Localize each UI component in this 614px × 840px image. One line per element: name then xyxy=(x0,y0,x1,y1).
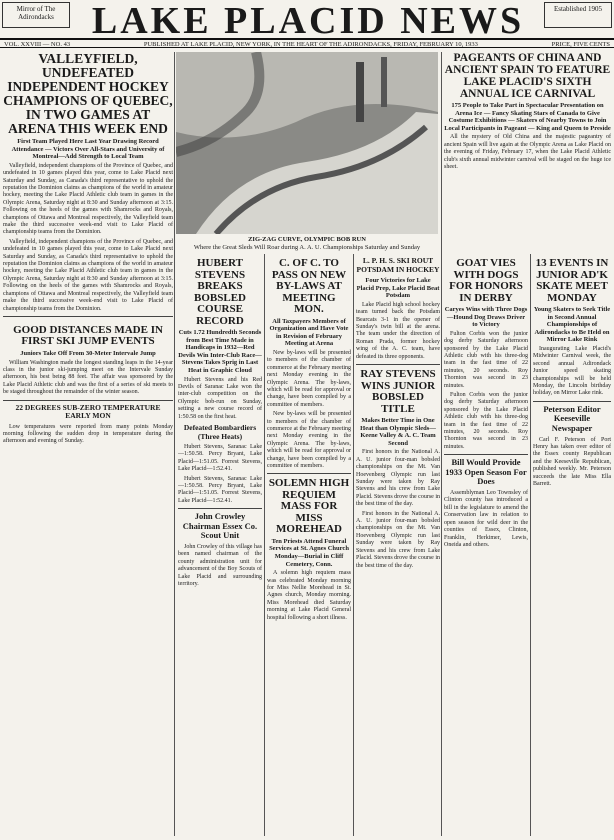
headline-peterson: Peterson Editor Keeseville Newspaper xyxy=(543,403,601,433)
column-rule xyxy=(353,254,354,836)
deck-ski-jump: Juniors Take Off From 30-Meter Intervale Jump xyxy=(20,349,156,357)
headline-goat-derby: GOAT VIES WITH DOGS FOR HONORS IN DERBY xyxy=(449,257,523,304)
article-ski-jump-body: William Washington made the longest standing leaps in the 14-year class in the junior ski-jumping meet on the Intervale Sunday afternoon, his best being 88 feet. The affair was sponsored by the Lake Placid Athletic club and was the first of a series of ski meets to be staged throughout the remainder of the winter season. xyxy=(3,359,173,396)
deck-valleyfield: First Team Played Here Last Year Drawing Record Attendance — Victors Over All-Stars and University of Montreal—Add Strength to Local Team xyxy=(11,138,165,161)
headline-skate-meet: 13 EVENTS IN JUNIOR AD'K SKATE MEET MONDAY xyxy=(535,257,609,304)
article-stevens-record-body: Hubert Stevens and his Red Devils of Saranac Lake won the inter-club competition on the Olympic bob-run on Sunday, setting a new course record of 1:50.58 on the first heat. xyxy=(178,376,262,420)
masthead xyxy=(0,0,614,48)
headline-valleyfield-hockey: VALLEYFIELD, UNDEFEATED INDEPENDENT HOCKEY CHAMPIONS OF QUEBEC, IN TWO GAMES AT ARENA THIS WEEK END xyxy=(3,52,173,136)
column-rule xyxy=(264,254,265,836)
column-carnival xyxy=(444,52,611,252)
masthead-right-box: Established 1905 xyxy=(544,2,612,28)
article-skate-meet-body: Inaugurating Lake Placid's Midwinter Carnival week, the second annual Adirondack Junior speed skating championships will be held Monday, the Lincoln birthday holiday, on Mirror Lake rink. xyxy=(533,345,611,397)
divider xyxy=(3,316,173,317)
headline-chamber-bylaws: C. OF C. TO PASS ON NEW BY-LAWS AT MEETING MON. xyxy=(271,257,347,315)
deck-lphs: Four Victories for Lake Placid Prep, Lake Placid Beat Potsdam xyxy=(356,277,440,300)
headline-temperature: 22 DEGREES SUB-ZERO TEMPERATURE EARLY MON xyxy=(15,402,161,421)
column-lphs xyxy=(356,254,440,836)
volume-number: VOL. XXVIII — NO. 43 xyxy=(4,41,71,48)
deck-chamber-bylaws: All Taxpayers Members of Organization and Have Vote in Revision of February Meeting at Arena xyxy=(269,317,349,348)
photo-caption xyxy=(176,236,438,251)
article-lphs-body: Lake Placid high school hockey team turned back the Potsdam Bearcats 3-1 in the opener of Sunday's twin bill at the arena. The team under the direction of Roman Prada, former hockey wing of the A. C. team, have defeated its three opponents. xyxy=(356,301,440,360)
masthead-title: LAKE PLACID NEWS xyxy=(91,0,525,42)
divider xyxy=(533,401,611,402)
divider xyxy=(444,454,528,455)
article-open-season-body: Assemblyman Leo Townsley of Clinton county has introduced a bill in the legislature to amend the Conservation law in relation to open season for wild deer in the counties of Essex, Clinton, Franklin, Herkimer, Lewis, Oneida and others. xyxy=(444,490,528,548)
article-chamber-body-cont: New by-laws will be presented to members of the chamber of commerce at the February meeting next Monday evening in the Olympic Arena. The by-laws, which will be read for approval or change, have been compiled by a committee of members. xyxy=(267,411,351,469)
dateline: PUBLISHED AT LAKE PLACID, NEW YORK, IN THE HEART OF THE ADIRONDACKS, FRIDAY, FEBRUARY 10, 1933 xyxy=(143,41,478,48)
article-chamber-body: New by-laws will be presented to members of the chamber of commerce at the February meeting next Monday evening in the Olympic Arena. The by-laws, which will be read for approval or change, have been compiled by a committee of members. xyxy=(267,349,351,408)
results-bombardiers-cont: Hubert Stevens, Saranac Lake—1:50.58. Percy Bryant, Lake Placid—1:51.05. Forrest Stevens, Lake Placid—1:52.41. xyxy=(178,475,262,504)
article-goat-derby-body-cont: Fulton Corbis won the junior dog derby Saturday afternoon sponsored by the Lake Placid Athletic club with his three-dog team in the fast time of 22 minutes, 20 seconds. Roy Thornton was second in 23 minutes. xyxy=(444,392,528,450)
divider xyxy=(3,400,173,401)
article-requiem-body: A solemn high requiem mass was celebrated Monday morning for Miss Nellie Morehead in St. Agnes church, Monday morning. Miss Morehead died Saturday morning at Lake Placid General hospital following a short illness. xyxy=(267,570,351,621)
column-rule xyxy=(441,52,442,836)
masthead-left-box: Mirror of The Adirondacks xyxy=(2,2,70,28)
deck-stevens-record: Cuts 1.72 Hundredth Seconds from Best Time Made in Handicaps in 1932—Red Devils Win Inter-Club Race—Stevens Takes Sprig in Last Heat in Graphic Cloud xyxy=(178,329,262,374)
divider xyxy=(356,364,440,365)
article-valleyfield-body: Valleyfield, independent champions of the Province of Quebec, and undefeated in 10 games played this year, come to Lake Placid next Saturday and Sunday, as Canada's third representative to uphold the reputation the Dominion claims as champions of the world in amateur hockey, meeting the Lake Placid Athletic club team in games in the Olympic Arena, Saturday night at 8:30 and Sunday afternoon at 3:15. Following on the heels of the games with Shamrocks and Royals, champions of Ottawa and Montreal respectively, the Valleyfield team make the third successive week-end visit to Lake Placid of championship teams from the Dominion. xyxy=(3,162,173,236)
column-hockey xyxy=(3,52,173,836)
price: PRICE, FIVE CENTS xyxy=(551,41,610,48)
results-bombardiers: Hubert Stevens, Saranac Lake—1:50.58. Percy Bryant, Lake Placid—1:51.05. Forrest Stevens, Lake Placid—1:52.41. xyxy=(178,444,262,473)
deck-ray-stevens: Makes Better Time in One Heat than Olympic Sleds—Keene Valley & A. C. Team Second xyxy=(360,417,436,447)
deck-skate-meet: Young Skaters to Seek Title in Second Annual Championships of Adirondacks to Be Held on Mirror Lake Rink xyxy=(533,306,611,344)
photo-caption-title: ZIG-ZAG CURVE, OLYMPIC BOB RUN xyxy=(248,236,366,243)
deck-requiem-mass: Ten Priests Attend Funeral Services at St. Agnes Church Monday—Burial in Cliff Cemetery, Conn. xyxy=(269,537,349,568)
article-carnival-body: All the mystery of Old China and the majestic pageantry of ancient Spain will live again at the Olympic Arena as Lake Placid on the evening of Friday, February 17, when the Lake Placid Athletic club's sixth annual midwinter carnival will be staged on the huge ice sheet. xyxy=(444,134,611,170)
headline-open-season: Bill Would Provide 1933 Open Season For Does xyxy=(445,457,527,487)
deck-goat-derby: Caryes Wins with Three Dogs—Hound Dog Draws Driver to Victory xyxy=(444,306,528,329)
article-goat-derby-body: Fulton Corbis won the junior dog derby Saturday afternoon sponsored by the Lake Placid Athletic club with his three-dog team in the fast time of 22 minutes, 20 seconds. Roy Thornton was second in 23 minutes. xyxy=(444,330,528,389)
column-skate-meet xyxy=(533,254,611,836)
deck-carnival: 175 People to Take Part in Spectacular Presentation on Arena Ice — Fancy Skating Stars of Canada to Give Costume Exhibitions — Skaters of Nearby Towns to Join Local Participants in Pageant — King and Queen to Preside xyxy=(444,102,611,132)
article-temperature-body: Low temperatures were reported from many points Monday morning following the sudden drop in temperature during the afternoon and evening of Sunday. xyxy=(3,423,173,445)
subhead-bombardiers: Defeated Bombardiers (Three Heats) xyxy=(183,423,257,441)
masthead-dateline-bar xyxy=(0,38,614,48)
article-crowley-body: John Crowley of this village has been named chairman of the county administration unit for advancement of the Boy Scouts of Lake Placid and surrounding territory. xyxy=(178,544,262,588)
article-ray-stevens-body: First honors in the National A. A. U. junior four-man bobsled championships on the Mt. Van Hoevenberg Olympic run last Sunday were taken by Ray Stevens and his crew from Lake Placid. Stevens drove the course in the best time of the day. xyxy=(356,449,440,508)
divider xyxy=(178,508,262,509)
column-chamber xyxy=(267,254,351,836)
headline-crowley: John Crowley Chairman Essex Co. Scout Unit xyxy=(182,511,258,541)
article-valleyfield-body-cont: Valleyfield, independent champions of the Province of Quebec, and undefeated in 10 games played this year, come to Lake Placid next Saturday and Sunday, as Canada's third representative to uphold the reputation the Dominion claims as champions of the world in amateur hockey, meeting the Lake Placid Athletic club team in games in the Olympic Arena, Saturday night at 8:30 and Sunday afternoon at 3:15. Following on the heels of the games with Shamrocks and Royals, champions of Ottawa and Montreal respectively, the Valleyfield team make the third successive week-end visit to Lake Placid of championship teams from the Dominion. xyxy=(3,238,173,312)
bob-run-photo xyxy=(176,52,438,234)
headline-ray-stevens: RAY STEVENS WINS JUNIOR BOBSLED TITLE xyxy=(360,368,436,415)
photo-caption-text: Where the Great Sleds Will Roar during A. A. U. Championships Saturday and Sunday xyxy=(193,243,421,251)
headline-lphs-potsdam: L. P. H. S. SKI ROUT POTSDAM IN HOCKEY xyxy=(356,256,440,274)
headline-carnival: PAGEANTS OF CHINA AND ANCIENT SPAIN TO FEATURE LAKE PLACID'S SIXTH ANNUAL ICE CARNIVAL xyxy=(444,52,611,100)
column-rule xyxy=(174,52,175,836)
headline-requiem-mass: SOLEMN HIGH REQUIEM MASS FOR MISS MOREHEAD xyxy=(268,477,350,536)
column-goat-derby xyxy=(444,254,528,836)
column-stevens-record xyxy=(178,254,262,836)
headline-ski-jump: GOOD DISTANCES MADE IN FIRST SKI JUMP EVENTS xyxy=(13,323,163,348)
divider xyxy=(267,473,351,474)
article-peterson-body: Carl F. Peterson of Port Henry has taken over editor of the Essex county Republican and the Keeseville Republican, published weekly. Mr. Peterson succeeds the late Miss Ella Barrett. xyxy=(533,436,611,488)
column-rule xyxy=(530,254,531,836)
headline-stevens-record: HUBERT STEVENS BREAKS BOBSLED COURSE RECORD xyxy=(194,257,246,327)
article-ray-stevens-body-cont: First honors in the National A. A. U. junior four-man bobsled championships on the Mt. Van Hoevenberg Olympic run last Sunday were taken by Ray Stevens and his crew from Lake Placid. Stevens drove the course in the best time of the day. xyxy=(356,510,440,569)
